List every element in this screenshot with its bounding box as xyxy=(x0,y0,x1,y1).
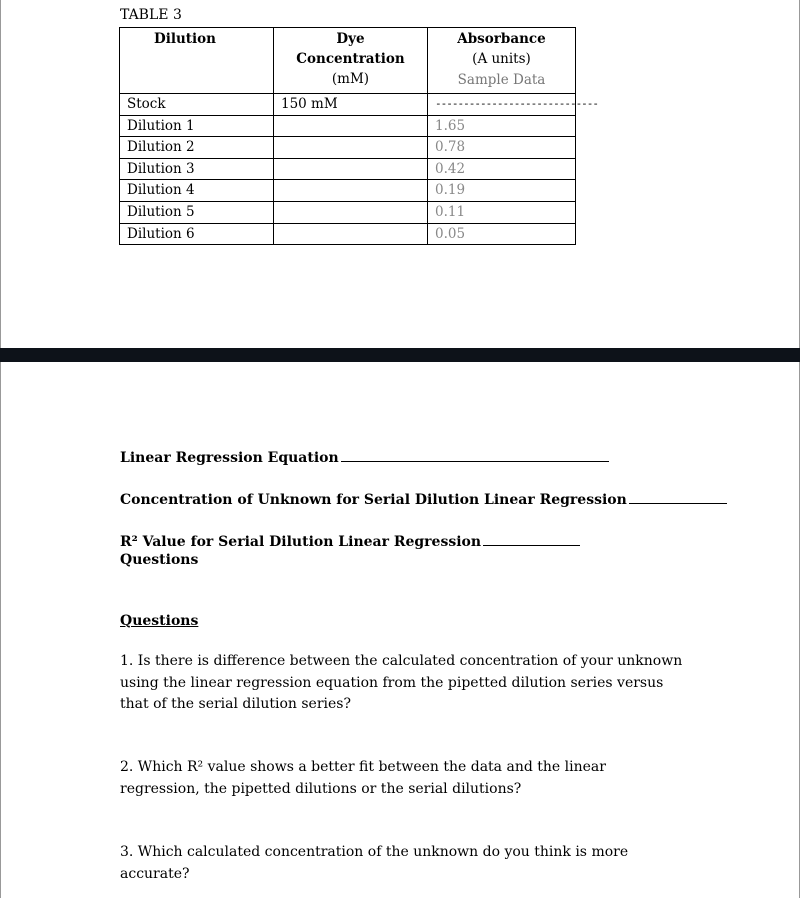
cell-concentration xyxy=(274,137,428,159)
r2-value-field xyxy=(120,531,580,550)
header-dye-concentration: Dye Concentration (mM) xyxy=(274,28,428,94)
dilution-table xyxy=(119,27,599,245)
cell-dilution: Dilution 4 xyxy=(120,180,274,202)
unknown-concentration-label: Concentration of Unknown for Serial Dilution Linear Regression xyxy=(120,492,627,508)
cell-absorbance: 0.11 xyxy=(428,201,576,223)
r2-value-blank[interactable] xyxy=(483,531,580,546)
cell-dilution: Stock xyxy=(120,94,274,116)
cell-concentration xyxy=(274,115,428,137)
regression-equation-blank[interactable] xyxy=(341,447,609,462)
cell-dilution: Dilution 5 xyxy=(120,201,274,223)
table-header-row xyxy=(120,28,576,94)
cell-dilution: Dilution 2 xyxy=(120,137,274,159)
question-2: 2. Which R² value shows a better fit between the data and the linear regression, the pipetted dilutions or the serial dilutions? xyxy=(120,759,606,797)
cell-dilution: Dilution 6 xyxy=(120,223,274,245)
cell-absorbance: ----------------------------- xyxy=(428,94,576,116)
table-row xyxy=(120,223,576,245)
page-top xyxy=(0,0,800,348)
cell-dilution: Dilution 3 xyxy=(120,158,274,180)
unknown-concentration-blank[interactable] xyxy=(629,489,727,504)
table-row xyxy=(120,201,576,223)
cell-absorbance: 1.65 xyxy=(428,115,576,137)
cell-concentration xyxy=(274,180,428,202)
cell-absorbance: 0.05 xyxy=(428,223,576,245)
cell-concentration: 150 mM xyxy=(274,94,428,116)
unknown-concentration-field xyxy=(120,489,727,508)
table-caption: TABLE 3 xyxy=(120,7,182,23)
table-row xyxy=(120,158,576,180)
page-separator xyxy=(0,348,800,362)
cell-dilution: Dilution 1 xyxy=(120,115,274,137)
question-3: 3. Which calculated concentration of the unknown do you think is more accurate? xyxy=(120,844,629,882)
cell-absorbance: 0.78 xyxy=(428,137,576,159)
r2-value-label: R² Value for Serial Dilution Linear Regression xyxy=(120,534,482,550)
page-bottom xyxy=(0,362,800,898)
question-1: 1. Is there is difference between the calculated concentration of your unknown using the linear regression equation from the pipetted dilution series versus that of the serial dilution series? xyxy=(120,653,683,712)
questions-heading: Questions xyxy=(120,613,199,629)
cell-concentration xyxy=(274,223,428,245)
table-row xyxy=(120,94,576,116)
regression-equation-label: Linear Regression Equation xyxy=(120,450,339,466)
cell-absorbance: 0.19 xyxy=(428,180,576,202)
questions-label: Questions xyxy=(120,552,199,568)
cell-absorbance: 0.42 xyxy=(428,158,576,180)
regression-equation-field xyxy=(120,447,609,466)
cell-concentration xyxy=(274,201,428,223)
header-absorbance: Absorbance (A units) Sample Data xyxy=(428,28,576,94)
header-dilution: Dilution xyxy=(120,28,274,94)
table-row xyxy=(120,180,576,202)
cell-concentration xyxy=(274,158,428,180)
table-row xyxy=(120,137,576,159)
table-row xyxy=(120,115,576,137)
